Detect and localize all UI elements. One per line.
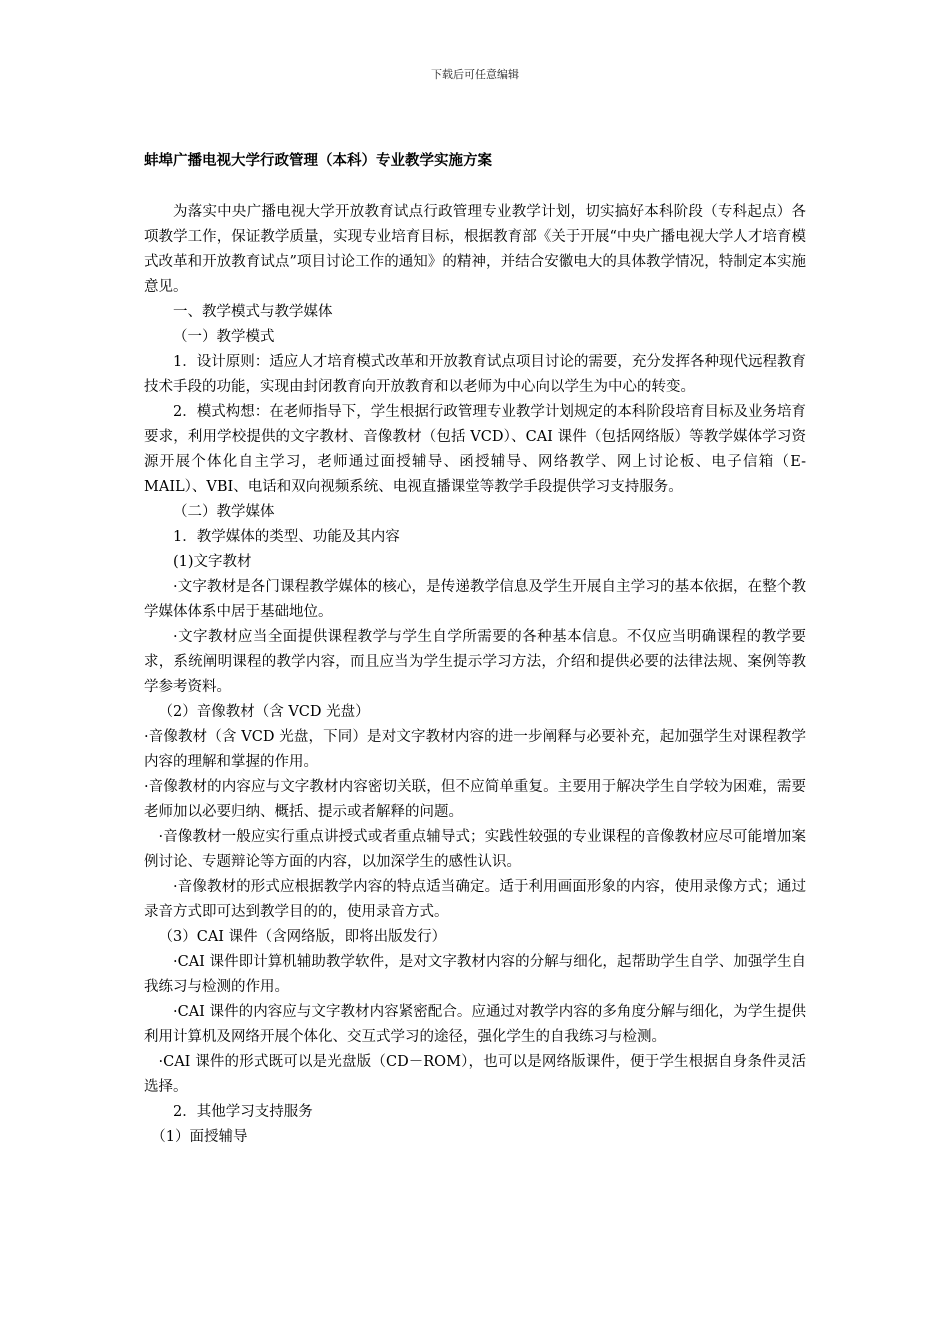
heading-subsection-1: （一）教学模式 [173,329,275,345]
heading-other-support: 2．其他学习支持服务 [173,1104,313,1120]
list-item: ·音像教材（含 VCD 光盘，下同）是对文字教材内容的进一步阐释与必要补充，起加强学生对课程教学内容的理解和掌握的作用。 [144,729,806,770]
heading-cai-courseware: （3）CAI 课件（含网络版，即将出版发行） [158,929,447,945]
list-item: ·音像教材的内容应与文字教材内容密切关联，但不应简单重复。主要用于解决学生自学较为困难，需要老师加以必要归纳、概括、提示或者解释的问题。 [144,779,806,820]
heading-av-materials: （2）音像教材（含 VCD 光盘） [158,704,370,720]
list-item: ·音像教材一般应实行重点讲授式或者重点辅导式；实践性较强的专业课程的音像教材应尽可能增加案例讨论、专题辩论等方面的内容，以加深学生的感性认识。 [144,829,806,870]
list-item: ·文字教材是各门课程教学媒体的核心，是传递教学信息及学生开展自主学习的基本依据，在整个教学媒体体系中居于基础地位。 [144,579,806,620]
list-item: ·文字教材应当全面提供课程教学与学生自学所需要的各种基本信息。不仅应当明确课程的教学要求，系统阐明课程的教学内容，而且应当为学生提示学习方法，介绍和提供必要的法律法规、案例等教学参考资料。 [144,629,806,695]
document-title: 蚌埠广播电视大学行政管理（本科）专业教学实施方案 [144,152,492,169]
paragraph-model-concept: 2．模式构想：在老师指导下，学生根据行政管理专业教学计划规定的本科阶段培育目标及业务培育要求，利用学校提供的文字教材、音像教材（包括 VCD）、CAI 课件（包括网络版）等教学媒体学习资源开展个体化自主学习，老师通过面授辅导、函授辅导、网络教学、网上讨论板、电子信箱（E-MAIL）、VBI、电话和双向视频系统、电视直播课堂等教学手段提供学习支持服务。 [144,404,806,495]
heading-face-to-face: （1）面授辅导 [151,1129,248,1145]
list-item: ·音像教材的形式应根据教学内容的特点适当确定。适于利用画面形象的内容，使用录像方式；通过录音方式即可达到教学目的的，使用录音方式。 [144,879,806,920]
document-body [144,151,806,1150]
heading-text-materials: (1)文字教材 [173,554,252,570]
heading-section-1: 一、教学模式与教学媒体 [173,304,333,320]
list-item: ·CAI 课件的内容应与文字教材内容紧密配合。应通过对教学内容的多角度分解与细化，为学生提供利用计算机及网络开展个体化、交互式学习的途径，强化学生的自我练习与检测。 [144,1004,806,1045]
paragraph-intro: 为落实中央广播电视大学开放教育试点行政管理专业教学计划，切实搞好本科阶段（专科起点）各项教学工作，保证教学质量，实现专业培育目标，根据教育部《关于开展“中央广播电视大学人才培育模式改革和开放教育试点”项目讨论工作的通知》的精神，并结合安徽电大的具体教学情况，特制定本实施意见。 [144,204,806,295]
list-item: ·CAI 课件的形式既可以是光盘版（CD－ROM），也可以是网络版课件，便于学生根据自身条件灵活选择。 [144,1054,806,1095]
list-item: ·CAI 课件即计算机辅助教学软件，是对文字教材内容的分解与细化，起帮助学生自学、加强学生自我练习与检测的作用。 [144,954,806,995]
page-header: 下载后可任意编辑 [431,68,519,81]
heading-media-types: 1．教学媒体的类型、功能及其内容 [173,529,400,545]
paragraph-design-principle: 1．设计原则：适应人才培育模式改革和开放教育试点项目讨论的需要，充分发挥各种现代远程教育技术手段的功能，实现由封闭教育向开放教育和以老师为中心向以学生为中心的转变。 [144,354,806,395]
heading-subsection-2: （二）教学媒体 [173,504,275,520]
